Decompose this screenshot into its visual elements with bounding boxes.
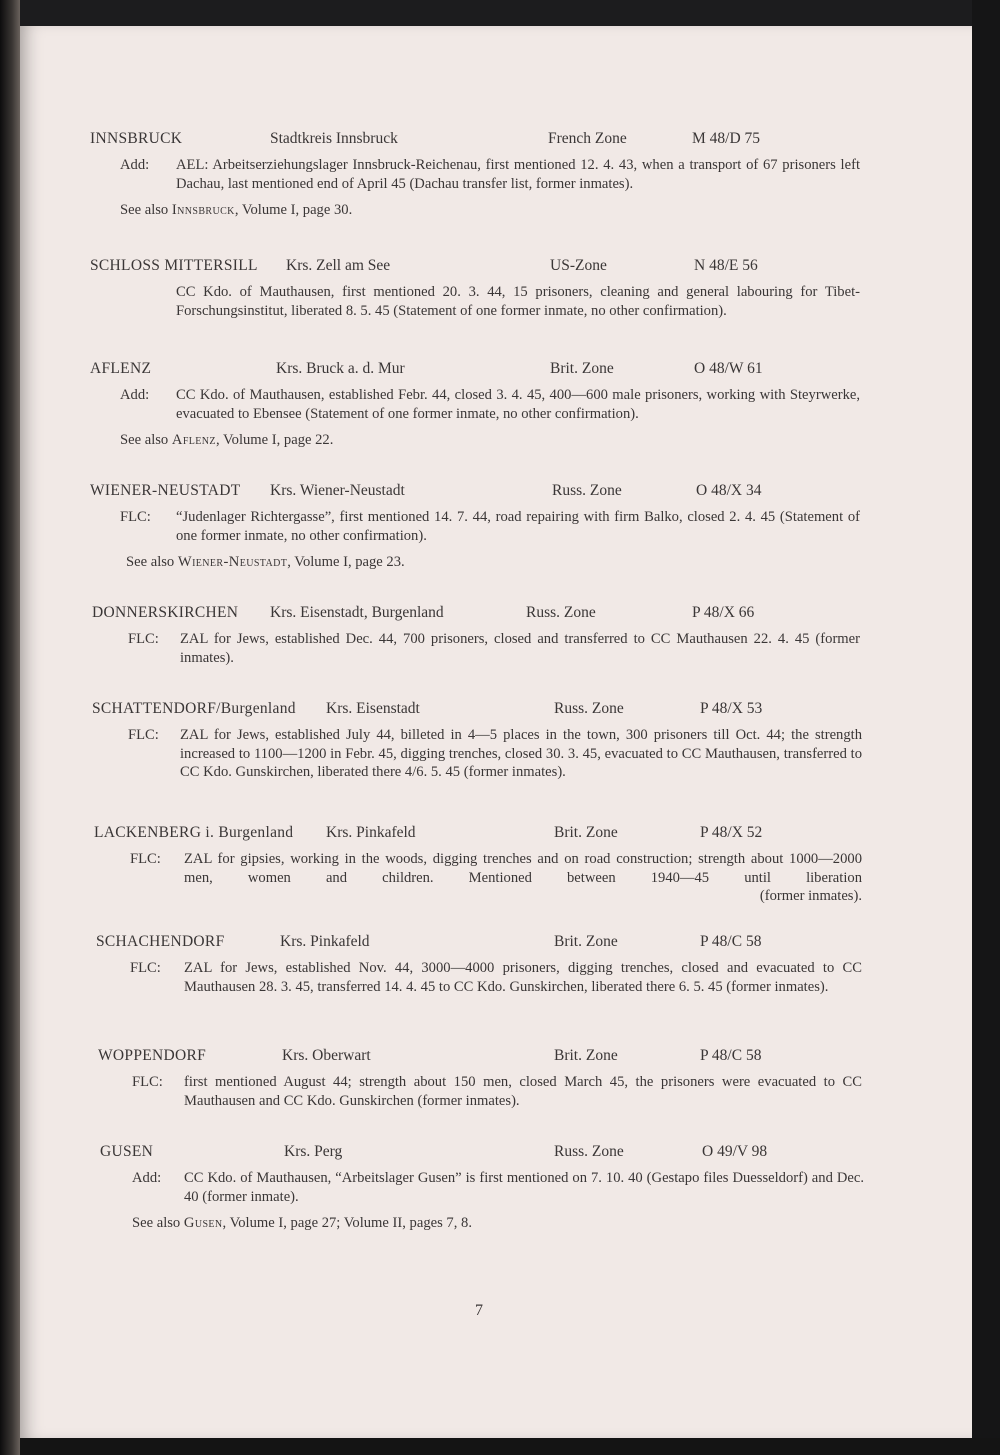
entry-description — [128, 726, 862, 782]
entry-description — [120, 508, 860, 545]
see-also: See also Wiener-Neustadt, Volume I, page 23. — [126, 554, 405, 570]
district: Stadtkreis Innsbruck — [270, 130, 398, 147]
scan-background-right — [972, 0, 1000, 1455]
see-also: See also Aflenz, Volume I, page 22. — [120, 432, 334, 448]
zone: Russ. Zone — [554, 700, 624, 717]
entry-text: ZAL for gipsies, working in the woods, digging trenches and on road construction; strength about 1000—2000 men, women and children. Mentioned between 1940—45 until liberation — [184, 851, 862, 886]
see-also: See also Innsbruck, Volume I, page 30. — [120, 202, 353, 218]
entry-text-tail: (former inmates). — [759, 888, 862, 904]
zone: Brit. Zone — [554, 824, 618, 841]
grid-reference: M 48/D 75 — [692, 130, 761, 147]
entry-heading — [20, 933, 972, 955]
grid-reference: P 48/X 66 — [692, 604, 755, 621]
place-name: GUSEN — [100, 1143, 154, 1160]
entry-heading — [20, 1047, 972, 1069]
entry-heading — [20, 1143, 972, 1165]
entry-schattendorf — [20, 700, 972, 782]
zone: Brit. Zone — [554, 933, 618, 950]
entry-text: AEL: Arbeitserziehungslager Innsbruck-Reichenau, first mentioned 12. 4. 43, when a transport of 67 prisoners left Dachau, last mentioned end of April 45 (Dachau transfer list, former inmates). — [176, 157, 860, 192]
entry-heading — [20, 604, 972, 626]
place-name: SCHATTENDORF/Burgenland — [92, 700, 296, 717]
grid-reference: P 48/C 58 — [700, 933, 762, 950]
entry-label: Add: — [120, 387, 150, 403]
district: Krs. Perg — [284, 1143, 343, 1160]
entry-description — [120, 386, 860, 423]
place-name: WIENER-NEUSTADT — [90, 482, 241, 499]
see-also-name: Aflenz — [171, 432, 216, 448]
book-spine-shadow — [0, 0, 20, 1455]
entry-text: CC Kdo. of Mauthausen, established Febr. 44, closed 3. 4. 45, 400—600 male prisoners, working with Steyrwerke, evacuated to Ebensee (Statement of one former inmate, no other confirmation). — [176, 387, 860, 422]
zone: French Zone — [548, 130, 627, 147]
entry-label: FLC: — [120, 509, 151, 525]
entry-woppendorf — [20, 1047, 972, 1110]
entry-description — [120, 283, 860, 320]
document-page — [20, 26, 972, 1438]
place-name: SCHLOSS MITTERSILL — [90, 257, 258, 274]
zone: US-Zone — [550, 257, 607, 274]
grid-reference: P 48/X 53 — [700, 700, 763, 717]
district: Krs. Oberwart — [282, 1047, 371, 1064]
entry-text: CC Kdo. of Mauthausen, “Arbeitslager Gusen” is first mentioned on 7. 10. 40 (Gestapo files Duesseldorf) and Dec. 40 (former inmate). — [184, 1170, 864, 1205]
grid-reference: O 48/X 34 — [696, 482, 762, 499]
grid-reference: N 48/E 56 — [694, 257, 758, 274]
district: Krs. Eisenstadt, Burgenland — [270, 604, 444, 621]
entry-label: Add: — [132, 1170, 162, 1186]
place-name: LACKENBERG i. Burgenland — [94, 824, 294, 841]
district: Krs. Bruck a. d. Mur — [276, 360, 405, 377]
zone: Russ. Zone — [552, 482, 622, 499]
entry-description — [128, 630, 860, 667]
entry-label: Add: — [120, 157, 150, 173]
district: Krs. Zell am See — [286, 257, 391, 274]
grid-reference: O 48/W 61 — [694, 360, 763, 377]
entry-description — [130, 850, 862, 906]
entry-heading — [20, 130, 972, 152]
grid-reference: P 48/X 52 — [700, 824, 763, 841]
place-name: DONNERSKIRCHEN — [92, 604, 239, 621]
place-name: INNSBRUCK — [90, 130, 183, 147]
entry-heading — [20, 700, 972, 722]
entry-aflenz — [20, 360, 972, 450]
grid-reference: O 49/V 98 — [702, 1143, 768, 1160]
scan-background-bottom — [20, 1438, 1000, 1455]
district: Krs. Pinkafeld — [326, 824, 416, 841]
entry-gusen — [20, 1143, 972, 1233]
entry-text: ZAL for Jews, established July 44, billeted in 4—5 places in the town, 300 prisoners till Oct. 44; the strength increased to 1100—1200 in Febr. 45, digging trenches, closed 30. 3. 45, evacuated to CC Mauthausen, transferred to CC Kdo. Gunskirchen, liberated there 4/6. 5. 45 (former inmates). — [180, 727, 862, 780]
entry-label: FLC: — [130, 851, 161, 867]
entry-schloss-mittersill — [20, 257, 972, 320]
entry-text: “Judenlager Richtergasse”, first mentioned 14. 7. 44, road repairing with firm Balko, closed 2. 4. 45 (Statement of one former inmate, no other confirmation). — [176, 509, 860, 544]
see-also-name: Wiener-Neustadt — [177, 554, 288, 570]
zone: Brit. Zone — [554, 1047, 618, 1064]
entry-innsbruck — [20, 130, 972, 220]
see-also-name: Innsbruck — [171, 202, 235, 218]
zone: Russ. Zone — [554, 1143, 624, 1160]
entry-heading — [20, 360, 972, 382]
place-name: SCHACHENDORF — [96, 933, 225, 950]
grid-reference: P 48/C 58 — [700, 1047, 762, 1064]
place-name: AFLENZ — [90, 360, 152, 377]
zone: Russ. Zone — [526, 604, 596, 621]
page-number: 7 — [475, 1302, 483, 1319]
zone: Brit. Zone — [550, 360, 614, 377]
see-also: See also Gusen, Volume I, page 27; Volume II, pages 7, 8. — [132, 1215, 472, 1231]
entry-heading — [20, 824, 972, 846]
see-also-name: Gusen — [183, 1215, 223, 1231]
entry-schachendorf — [20, 933, 972, 996]
entry-lackenberg — [20, 824, 972, 906]
district: Krs. Wiener-Neustadt — [270, 482, 405, 499]
entry-heading — [20, 257, 972, 279]
entry-text: ZAL for Jews, established Nov. 44, 3000—4000 prisoners, digging trenches, closed and evacuated to CC Mauthausen 28. 3. 45, transferred 14. 4. 45 to CC Kdo. Gunskirchen, liberated there 6. 5. 45 (former inmates). — [184, 960, 862, 995]
entry-description — [120, 156, 860, 193]
entry-text: CC Kdo. of Mauthausen, first mentioned 20. 3. 44, 15 prisoners, cleaning and general labouring for Tibet-Forschungsinstitut, liberated 8. 5. 45 (Statement of one former inmate, no other confirmation). — [176, 284, 860, 319]
entry-heading — [20, 482, 972, 504]
entry-label: FLC: — [128, 631, 159, 647]
entry-label: FLC: — [132, 1074, 163, 1090]
entry-label: FLC: — [130, 960, 161, 976]
entry-text: first mentioned August 44; strength about 150 men, closed March 45, the prisoners were evacuated to CC Mauthausen and CC Kdo. Gunskirchen (former inmates). — [184, 1074, 862, 1109]
entry-text: ZAL for Jews, established Dec. 44, 700 prisoners, closed and transferred to CC Mauthausen 22. 4. 45 (former inmates). — [180, 631, 860, 666]
entry-label: FLC: — [128, 727, 159, 743]
district: Krs. Eisenstadt — [326, 700, 420, 717]
district: Krs. Pinkafeld — [280, 933, 370, 950]
entry-description — [130, 959, 862, 996]
entry-wiener-neustadt — [20, 482, 972, 572]
entry-donnerskirchen — [20, 604, 972, 667]
place-name: WOPPENDORF — [98, 1047, 207, 1064]
entry-description — [132, 1073, 862, 1110]
entry-description — [132, 1169, 864, 1206]
